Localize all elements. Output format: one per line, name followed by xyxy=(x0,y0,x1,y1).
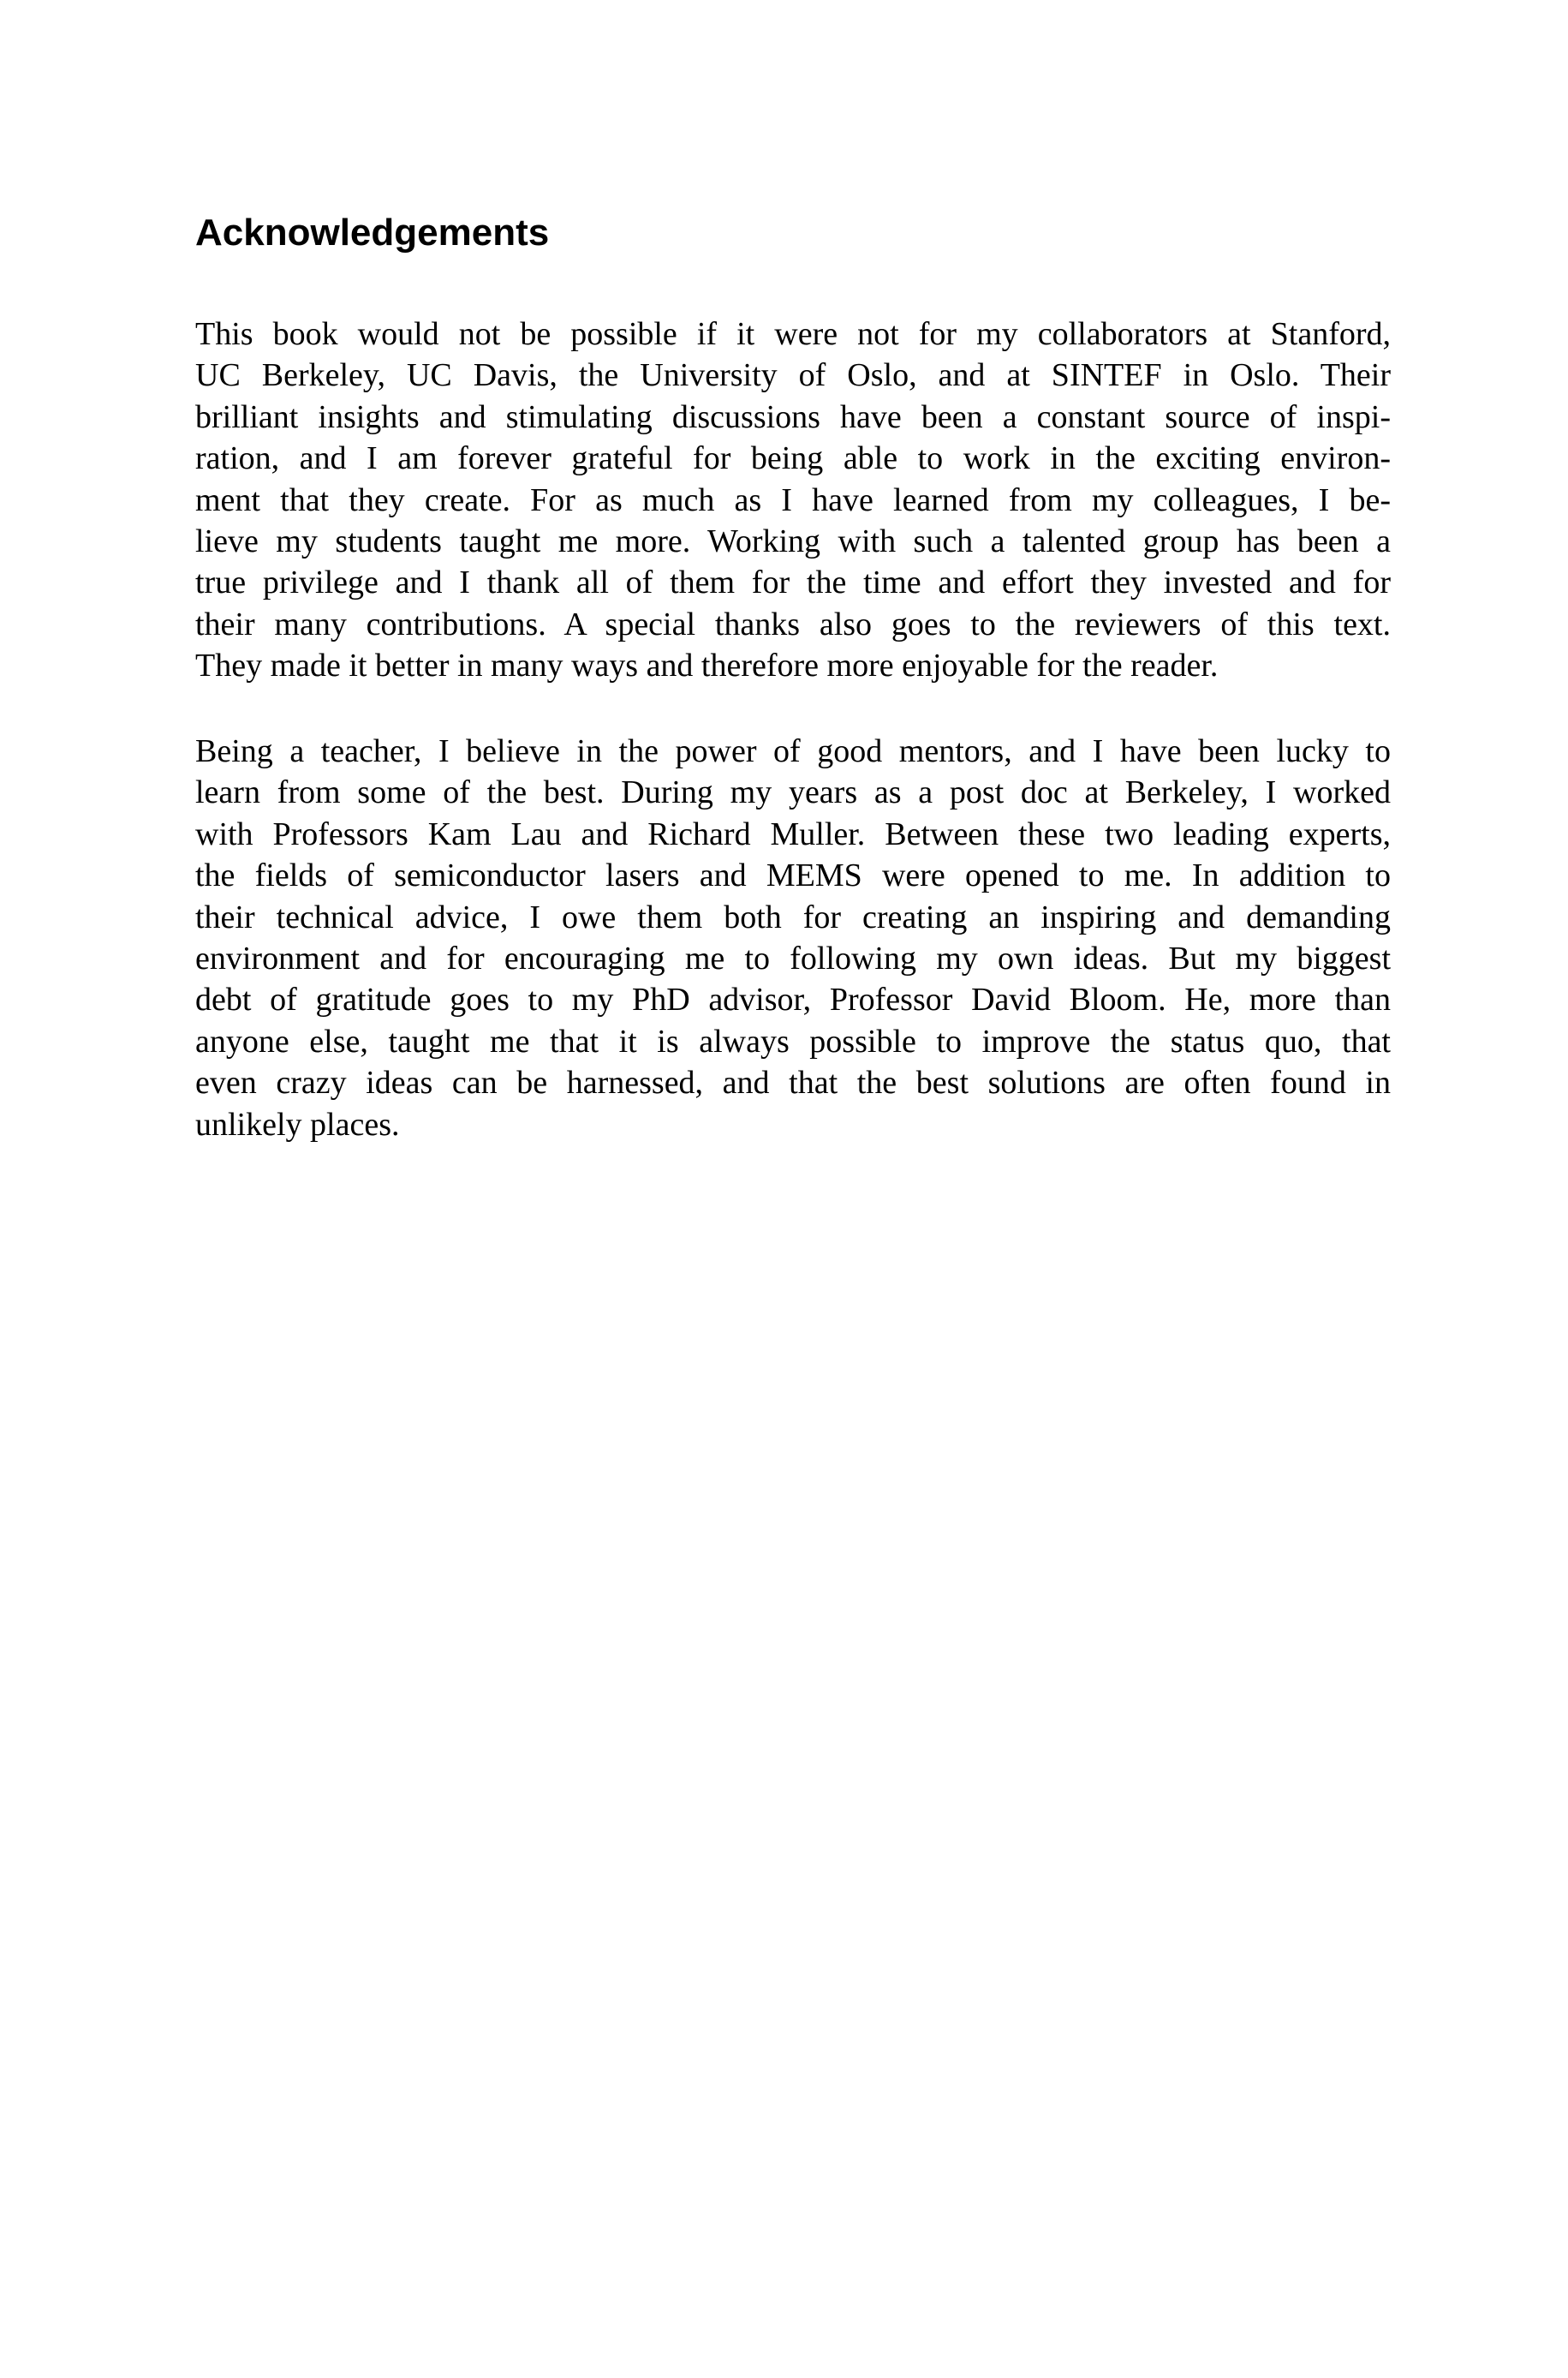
text-line: Being a teacher, I believe in the power of good mentors, and I have been lucky to xyxy=(195,733,1391,769)
text-line: environment and for encouraging me to following my own ideas. But my biggest xyxy=(195,940,1391,977)
text-line: learn from some of the best. During my years as a post doc at Berkeley, I worked xyxy=(195,774,1391,811)
page-title: Acknowledgements xyxy=(195,212,550,254)
text-line: even crazy ideas can be harnessed, and that the best solutions are often found in xyxy=(195,1065,1391,1102)
text-line: debt of gratitude goes to my PhD advisor, Professor David Bloom. He, more than xyxy=(195,982,1391,1019)
text-line: anyone else, taught me that it is always possible to improve the status quo, that xyxy=(195,1023,1391,1060)
text-line: UC Berkeley, UC Davis, the University of Oslo, and at SINTEF in Oslo. Their xyxy=(195,357,1391,394)
text-line: This book would not be possible if it were not for my collaborators at Stanford, xyxy=(195,316,1391,352)
text-line: true privilege and I thank all of them for the time and effort they invested and for xyxy=(195,565,1391,601)
text-line: ment that they create. For as much as I have learned from my colleagues, I be- xyxy=(195,481,1391,518)
text-line: They made it better in many ways and therefore more enjoyable for the reader. xyxy=(195,648,1219,684)
paragraph-mentors xyxy=(195,731,1391,1145)
text-line: unlikely places. xyxy=(195,1106,400,1143)
text-line: with Professors Kam Lau and Richard Muller. Between these two leading experts, xyxy=(195,816,1391,852)
text-line: lieve my students taught me more. Working with such a talented group has been a xyxy=(195,523,1391,559)
text-line: their technical advice, I owe them both for creating an inspiring and demanding xyxy=(195,899,1391,935)
paragraph-collaborators xyxy=(195,314,1391,687)
text-line: brilliant insights and stimulating discussions have been a constant source of inspi- xyxy=(195,398,1391,435)
text-line: the fields of semiconductor lasers and MEMS were opened to me. In addition to xyxy=(195,857,1391,894)
text-line: their many contributions. A special thanks also goes to the reviewers of this text. xyxy=(195,606,1391,642)
text-line: ration, and I am forever grateful for being able to work in the exciting environ- xyxy=(195,440,1391,477)
